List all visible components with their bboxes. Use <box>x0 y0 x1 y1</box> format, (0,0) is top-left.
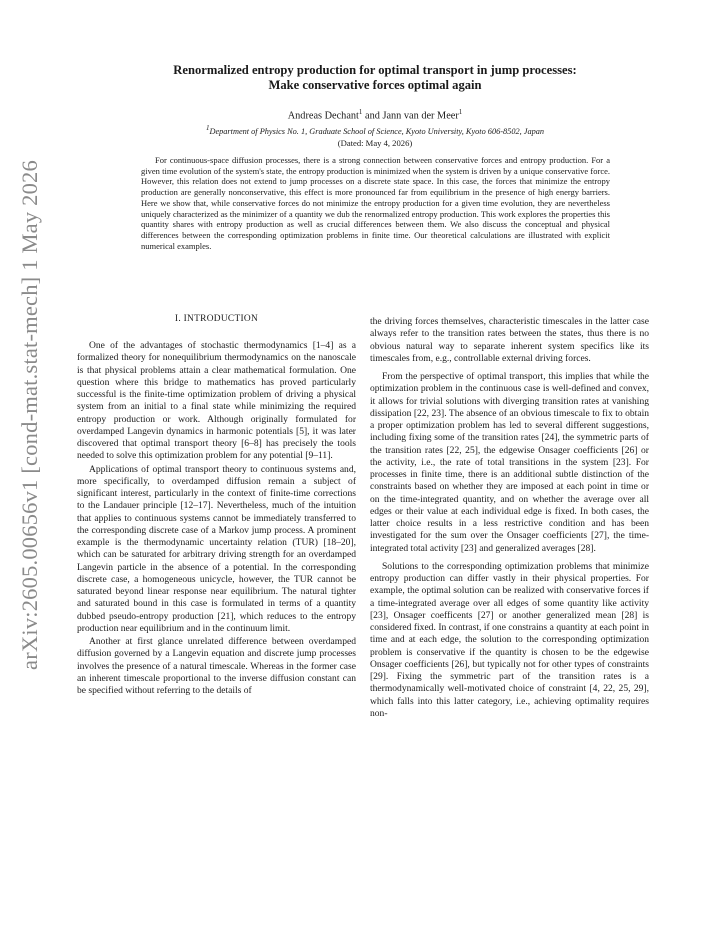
author-list <box>80 108 670 121</box>
body-paragraph: Another at first glance unrelated difference between overdamped diffusion governed by a Langevin equation and discrete jump processes involves the presence of a natural timescale. Whereas in the former case an inherent timescale proportional to the inverse diffusion constant can be specified without referring to the details of <box>77 636 356 696</box>
right-column <box>370 316 649 720</box>
affiliation-mark: 1 <box>358 108 363 116</box>
affiliation <box>80 124 670 136</box>
body-paragraph: Solutions to the corresponding optimization problems that minimize entropy production can differ vastly in their physical properties. For example, the optimal solution can be realized with conservative forces if a time-integrated average over all edges of some quantity like activity [23], Onsager coefficents [27] or another generalized mean [28] is considered fixed. In contrast, if one constrains a quantity at each point in time and at each edge, the solution to the corresponding optimization problem is conservative if the quantity is chosen to be the edgewise Onsager coefficients [26], but typically not for other types of constraints [29]. Fixing the symmetric part of the transition rates is a thermodynamically well-motivated choice of constraint [4, 22, 25, 29], which falls into this latter category, i.e., achieving optimality requires non- <box>370 560 649 719</box>
arxiv-identifier: arXiv:2605.00656v1 [cond-mat.stat-mech] 1 May 2026 <box>17 160 43 670</box>
section-heading-introduction: I. INTRODUCTION <box>174 314 259 324</box>
paper-title <box>80 63 670 93</box>
title-line-2: Make conservative forces optimal again <box>268 78 482 92</box>
author-name: Jann van der Meer <box>382 110 459 122</box>
author-name: Andreas Dechant <box>287 110 359 122</box>
arxiv-margin-stamp <box>4 160 56 670</box>
body-paragraph: One of the advantages of stochastic thermodynamics [1–4] as a formalized theory for nonequilibrium thermodynamics on the nanoscale is that physical problems attain a clear mathematical formulation. One question where this bridge to mathematics has proved particularly successful is the finite-time optimization problem of driving a physical system from an initial to a final state while minimizing the required entropy production or work. Although originally formulated for overdamped Langevin dynamics in harmonic potentials [5], it was later discovered that optimal transport theory [6–8] has precisely the tools needed to solve this optimization problem for any potential [9–11]. <box>77 340 356 462</box>
title-line-1: Renormalized entropy production for optimal transport in jump processes: <box>173 63 577 77</box>
author-conjunction: and <box>362 110 383 122</box>
body-paragraph: From the perspective of optimal transport, this implies that while the optimization problem in the continuous case is well-defined and convex, it allows for trivial solutions with diverging transition rates at vanishing dissipation [22, 23]. The absence of an obvious timescale to fix to obtain a proper optimization problem has led to several different suggestions, including fixing some of the transition rates [24], the symmetric parts of the transition rates [22, 25], the edgewise Onsager coefficients [26] or the activity, i.e., the rate of total transitions in the system [23]. For processes in finite time, there is an additional subtle distinction of the constraints based on whether they are imposed at each point in time or on the time-integrated quantity, and on whether the average over all edges or their value at each individual edge is fixed. In both cases, the latter choice results in a less restrictive condition and has been investigated for the sum over the Onsager coefficients [27], the time-integrated total activity [23] and generalized averages [28]. <box>370 371 649 554</box>
date-line: (Dated: May 4, 2026) <box>337 138 413 148</box>
abstract: For continuous-space diffusion processes, there is a strong connection between conservative forces and entropy production. For a given time evolution of the system's state, the entropy production is minimized when the system is driven by a unique conservative force. However, this relation does not extend to jump processes on a discrete state space. In this case, the forces that minimize the entropy production are generally nonconservative, this effect is more pronounced far from equilibrium in the presence of high energy barriers. Here we show that, while conservative forces do not minimize the entropy production for a given time evolution, they are nevertheless uniquely characterized as the minimizer of a quantity we dub the renormalized entropy production. This work explores the properties this quantity shares with entropy production as well as crucial differences between them. We also discuss the conceptual and physical differences between the corresponding optimization problems in finite time. Our theoretical calculations are illustrated with explicit numerical examples. <box>141 155 610 251</box>
left-column <box>77 314 356 697</box>
body-paragraph: Applications of optimal transport theory to continuous systems and, more specifically, to overdamped diffusion remain a subject of significant interest, particularly in the context of finite-time corrections to the Landauer principle [12–17]. Nevertheless, much of the intuition that applies to continuous systems cannot be immediately transferred to the corresponding discrete case of a Markov jump process. A prominent example is the thermodynamic uncertainty relation (TUR) [18–20], which can be saturated for arbitrary driving strength for an overdamped Langevin particle in the absence of a potential. In the corresponding discrete case, a homogeneous unicycle, however, the TUR cannot be saturated beyond linear response near equilibrium. The natural tighter and saturated bound in this case is formulated in terms of a quantity dubbed pseudo-entropy production [21], which reduces to the entropy production near equilibrium and in the continuum limit. <box>77 463 356 634</box>
affiliation-text: Department of Physics No. 1, Graduate School of Science, Kyoto University, Kyoto 606-8502, Japan <box>209 126 545 136</box>
affiliation-mark: 1 <box>458 108 463 116</box>
body-paragraph: the driving forces themselves, characteristic timescales in the latter case always refer to the transition rates between the states, thus there is no obvious natural way to separate inherent system specifics like its timescales from, e.g., controllable external driving forces. <box>370 316 649 364</box>
affiliation-mark: 1 <box>205 124 210 132</box>
